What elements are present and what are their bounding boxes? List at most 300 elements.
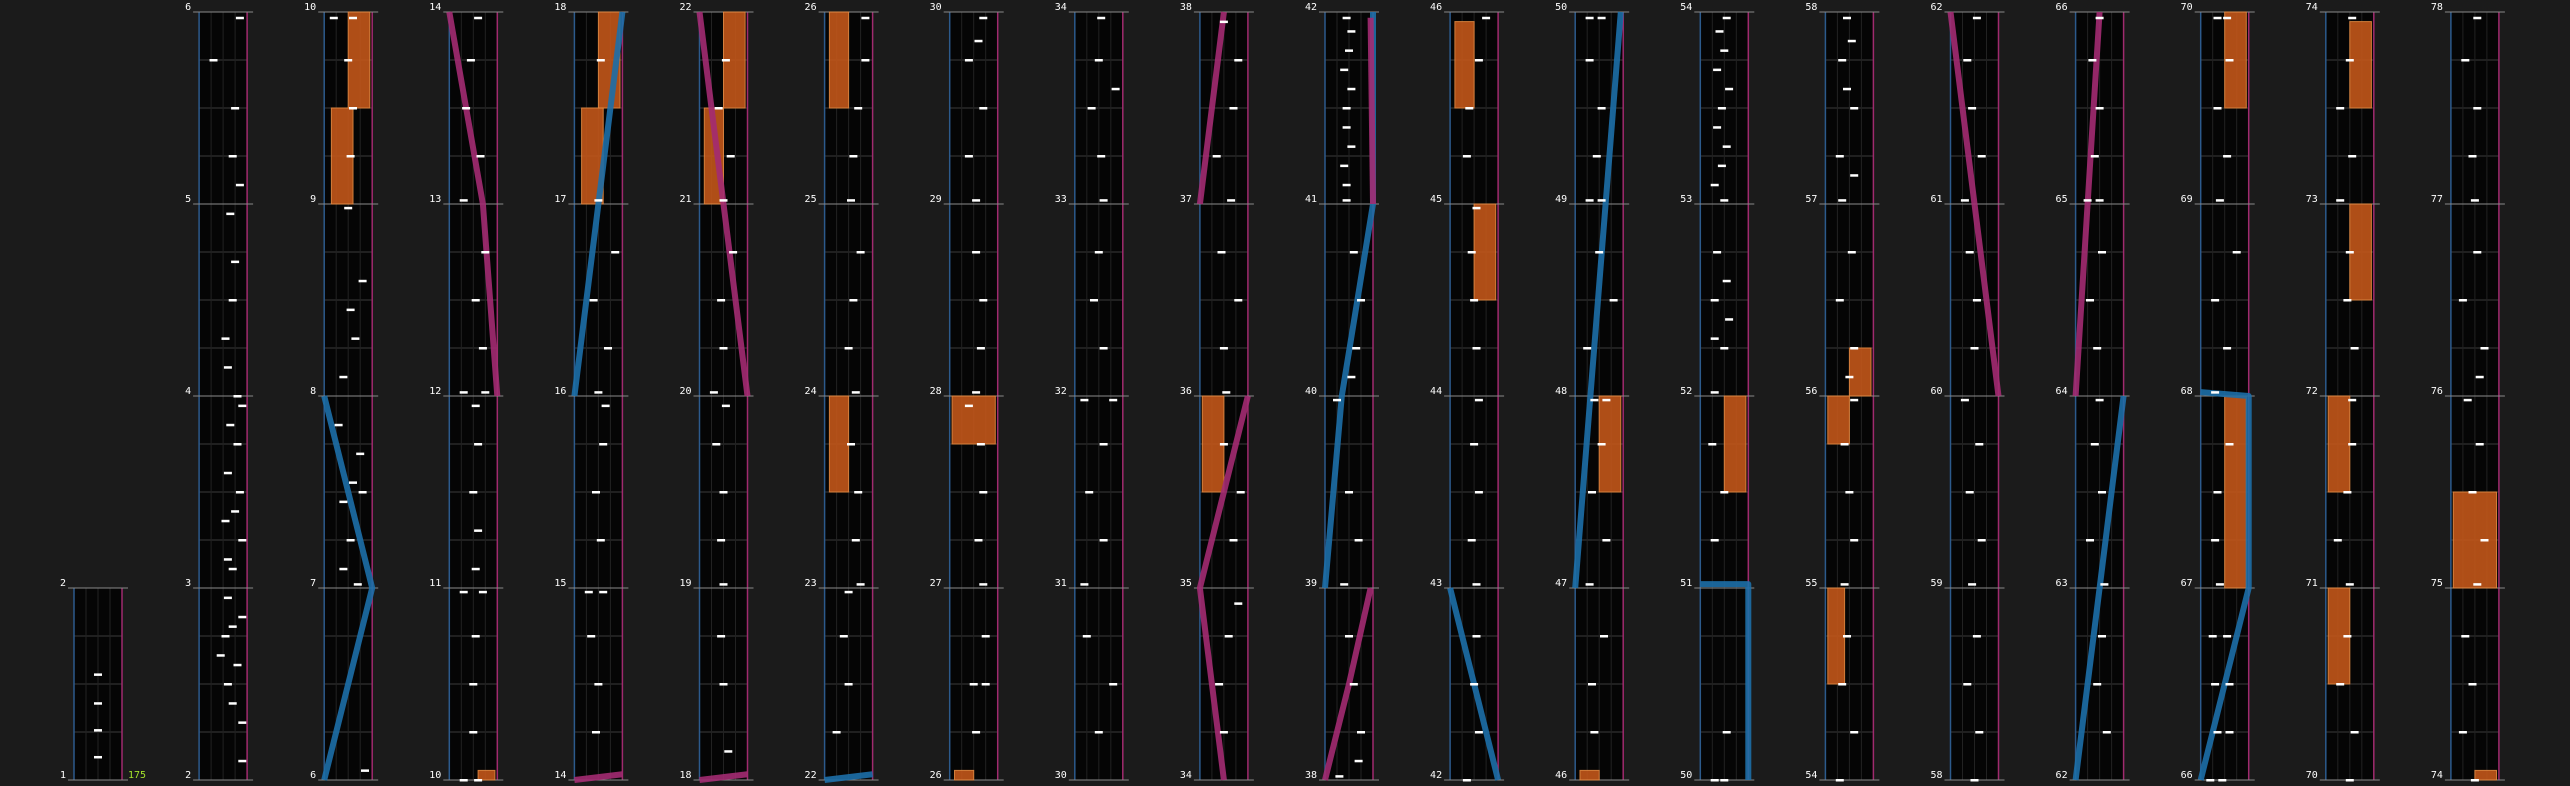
tap-note bbox=[349, 107, 357, 110]
tap-note bbox=[474, 443, 482, 446]
measure-number: 3 bbox=[185, 578, 192, 589]
tap-note bbox=[2473, 583, 2481, 586]
tap-note bbox=[1230, 107, 1238, 110]
measure-number: 61 bbox=[1930, 194, 1943, 205]
tap-note bbox=[469, 731, 477, 734]
tap-note bbox=[1588, 491, 1596, 494]
measure-number: 34 bbox=[1054, 2, 1067, 13]
measure-number: 42 bbox=[1304, 2, 1317, 13]
tap-note bbox=[1841, 583, 1849, 586]
tap-note bbox=[857, 583, 865, 586]
tap-note bbox=[852, 539, 860, 542]
tap-note bbox=[717, 299, 725, 302]
tap-note bbox=[1711, 391, 1719, 394]
tap-note bbox=[2211, 299, 2219, 302]
tap-note bbox=[845, 683, 853, 686]
tap-note bbox=[2096, 107, 2104, 110]
tap-note bbox=[979, 17, 987, 20]
measure-number: 1 bbox=[59, 770, 66, 781]
tap-note bbox=[2346, 59, 2354, 62]
tap-note bbox=[2348, 17, 2356, 20]
tap-note bbox=[469, 683, 477, 686]
measure-column-8 bbox=[930, 2, 1004, 781]
tap-note bbox=[1720, 347, 1728, 350]
tap-note bbox=[2343, 299, 2351, 302]
measure-number: 30 bbox=[929, 2, 942, 13]
tap-note bbox=[979, 299, 987, 302]
measure-number: 77 bbox=[2430, 194, 2443, 205]
tap-note bbox=[1340, 165, 1348, 168]
tap-note bbox=[1610, 299, 1618, 302]
tap-note bbox=[94, 702, 102, 705]
tap-note bbox=[472, 299, 480, 302]
tap-note bbox=[724, 750, 732, 753]
tap-note bbox=[467, 59, 475, 62]
tap-note bbox=[1841, 443, 1849, 446]
tap-note bbox=[224, 558, 232, 561]
tap-note bbox=[972, 251, 980, 254]
tap-note bbox=[1590, 731, 1598, 734]
tap-note bbox=[2348, 443, 2356, 446]
tap-note bbox=[979, 583, 987, 586]
tap-note bbox=[231, 107, 239, 110]
tap-note bbox=[2091, 155, 2099, 158]
tap-note bbox=[849, 155, 857, 158]
tap-note bbox=[1109, 399, 1117, 402]
tap-note bbox=[720, 491, 728, 494]
tap-note bbox=[1598, 107, 1606, 110]
hold-note bbox=[2350, 22, 2372, 108]
tap-note bbox=[2216, 199, 2224, 202]
tap-note bbox=[229, 625, 237, 628]
tap-note bbox=[1973, 299, 1981, 302]
measure-number: 31 bbox=[1054, 578, 1067, 589]
tap-note bbox=[1343, 126, 1351, 129]
tap-note bbox=[474, 779, 482, 782]
measure-number: 58 bbox=[1930, 770, 1943, 781]
measure-column-7 bbox=[805, 2, 879, 781]
tap-note bbox=[1711, 539, 1719, 542]
tap-note bbox=[1838, 683, 1846, 686]
tap-note bbox=[1978, 539, 1986, 542]
tap-note bbox=[2091, 443, 2099, 446]
tap-note bbox=[462, 107, 470, 110]
tap-note bbox=[1720, 199, 1728, 202]
measure-number: 4 bbox=[185, 386, 192, 397]
tap-note bbox=[1220, 443, 1228, 446]
tap-note bbox=[1473, 583, 1481, 586]
tap-note bbox=[2351, 731, 2359, 734]
tap-note bbox=[2223, 155, 2231, 158]
tap-note bbox=[460, 199, 468, 202]
tap-note bbox=[1475, 399, 1483, 402]
tap-note bbox=[2084, 199, 2092, 202]
tap-note bbox=[339, 568, 347, 571]
hold-note bbox=[1580, 770, 1599, 780]
tap-note bbox=[1720, 491, 1728, 494]
measure-number: 25 bbox=[804, 194, 817, 205]
measure-column-19 bbox=[2306, 2, 2380, 782]
measure-number: 56 bbox=[1805, 386, 1818, 397]
tap-note bbox=[1848, 251, 1856, 254]
tap-note bbox=[1220, 347, 1228, 350]
tap-note bbox=[2096, 199, 2104, 202]
tap-note bbox=[2464, 399, 2472, 402]
measure-number: 8 bbox=[310, 386, 317, 397]
measure-number: 59 bbox=[1930, 578, 1943, 589]
tap-note bbox=[590, 299, 598, 302]
tap-note bbox=[982, 683, 990, 686]
tap-note bbox=[1213, 155, 1221, 158]
tap-note bbox=[1966, 251, 1974, 254]
tap-note bbox=[1112, 88, 1120, 91]
tap-note bbox=[1340, 69, 1348, 72]
measure-number: 50 bbox=[1555, 2, 1568, 13]
tap-note bbox=[469, 491, 477, 494]
tap-note bbox=[845, 347, 853, 350]
tap-note bbox=[977, 443, 985, 446]
tap-note bbox=[1850, 347, 1858, 350]
hold-note bbox=[829, 12, 848, 108]
tap-note bbox=[1583, 347, 1591, 350]
tap-note bbox=[720, 683, 728, 686]
tap-note bbox=[592, 731, 600, 734]
tap-note bbox=[2469, 491, 2477, 494]
tap-note bbox=[94, 673, 102, 676]
tap-note bbox=[2093, 347, 2101, 350]
tap-note bbox=[1080, 583, 1088, 586]
tap-note bbox=[347, 155, 355, 158]
tap-note bbox=[1215, 683, 1223, 686]
tap-note bbox=[1100, 347, 1108, 350]
tap-note bbox=[849, 299, 857, 302]
tap-note bbox=[330, 17, 338, 20]
tap-note bbox=[1357, 299, 1365, 302]
tap-note bbox=[1350, 683, 1358, 686]
tap-note bbox=[715, 107, 723, 110]
tap-note bbox=[2098, 635, 2106, 638]
tap-note bbox=[231, 510, 239, 513]
tap-note bbox=[1586, 59, 1594, 62]
tap-note bbox=[1963, 59, 1971, 62]
tap-note bbox=[2481, 539, 2489, 542]
tap-note bbox=[238, 616, 246, 619]
tap-note bbox=[1975, 443, 1983, 446]
tap-note bbox=[1463, 779, 1471, 782]
measure-number: 74 bbox=[2305, 2, 2318, 13]
tap-note bbox=[1836, 779, 1844, 782]
tap-note bbox=[1465, 107, 1473, 110]
measure-number: 73 bbox=[2305, 194, 2318, 205]
tap-note bbox=[1836, 155, 1844, 158]
tap-note bbox=[2214, 491, 2222, 494]
tap-note bbox=[481, 251, 489, 254]
tap-note bbox=[965, 405, 973, 408]
tap-note bbox=[717, 635, 725, 638]
tap-note bbox=[1345, 635, 1353, 638]
tap-note bbox=[224, 683, 232, 686]
tap-note bbox=[2461, 635, 2469, 638]
tap-note bbox=[1090, 299, 1098, 302]
measure-number: 72 bbox=[2305, 386, 2318, 397]
tap-note bbox=[2346, 779, 2354, 782]
tap-note bbox=[2096, 399, 2104, 402]
hold-note bbox=[1849, 348, 1871, 396]
tap-note bbox=[2223, 17, 2231, 20]
tap-note bbox=[1482, 17, 1490, 20]
tap-note bbox=[479, 347, 487, 350]
tap-note bbox=[1723, 17, 1731, 20]
tap-note bbox=[1848, 40, 1856, 43]
tap-note bbox=[1600, 635, 1608, 638]
hold-note bbox=[2453, 492, 2496, 588]
tap-note bbox=[1850, 731, 1858, 734]
tap-note bbox=[1475, 59, 1483, 62]
tap-note bbox=[594, 391, 602, 394]
tap-note bbox=[712, 443, 720, 446]
tap-note bbox=[1713, 69, 1721, 72]
tap-note bbox=[847, 199, 855, 202]
tap-note bbox=[2098, 251, 2106, 254]
measure-number: 65 bbox=[2055, 194, 2068, 205]
tap-note bbox=[1961, 399, 1969, 402]
hold-note bbox=[1828, 588, 1845, 684]
slide-path bbox=[1371, 18, 1373, 204]
tap-note bbox=[2226, 59, 2234, 62]
tap-note bbox=[349, 17, 357, 20]
tap-note bbox=[236, 184, 244, 187]
tap-note bbox=[852, 391, 860, 394]
tap-note bbox=[1218, 251, 1226, 254]
tap-note bbox=[594, 199, 602, 202]
measure-column-12 bbox=[1430, 2, 1504, 782]
tap-note bbox=[1598, 199, 1606, 202]
tap-note bbox=[1971, 779, 1979, 782]
measure-number: 6 bbox=[185, 2, 192, 13]
tap-note bbox=[222, 635, 230, 638]
measure-column-14 bbox=[1680, 2, 1754, 782]
tap-note bbox=[1080, 399, 1088, 402]
tap-note bbox=[222, 337, 230, 340]
measure-column-5 bbox=[554, 2, 628, 781]
tap-note bbox=[361, 769, 369, 772]
measure-number: 54 bbox=[1680, 2, 1693, 13]
tap-note bbox=[1713, 126, 1721, 129]
tap-note bbox=[234, 443, 242, 446]
tap-note bbox=[2336, 107, 2344, 110]
tap-note bbox=[1343, 199, 1351, 202]
tap-note bbox=[2223, 635, 2231, 638]
tap-note bbox=[2476, 443, 2484, 446]
tap-note bbox=[1352, 347, 1360, 350]
tap-note bbox=[2469, 683, 2477, 686]
measure-column-10 bbox=[1180, 2, 1254, 781]
measure-number: 29 bbox=[929, 194, 942, 205]
tap-note bbox=[1843, 17, 1851, 20]
tap-note bbox=[1963, 683, 1971, 686]
tap-note bbox=[1725, 88, 1733, 91]
tap-note bbox=[1470, 299, 1478, 302]
tap-note bbox=[1602, 539, 1610, 542]
tap-note bbox=[597, 539, 605, 542]
tap-note bbox=[2459, 299, 2467, 302]
tap-note bbox=[833, 731, 841, 734]
tap-note bbox=[1343, 17, 1351, 20]
measure-number: 24 bbox=[804, 386, 817, 397]
tap-note bbox=[2469, 155, 2477, 158]
tap-note bbox=[2214, 107, 2222, 110]
tap-note bbox=[351, 337, 359, 340]
tap-note bbox=[2336, 683, 2344, 686]
measure-number: 57 bbox=[1805, 194, 1818, 205]
tap-note bbox=[972, 391, 980, 394]
hold-note bbox=[1455, 22, 1474, 108]
measure-number: 16 bbox=[554, 386, 567, 397]
tap-note bbox=[1355, 760, 1363, 763]
tap-note bbox=[460, 391, 468, 394]
tap-note bbox=[481, 391, 489, 394]
tap-note bbox=[1225, 635, 1233, 638]
tap-note bbox=[2216, 583, 2224, 586]
tap-note bbox=[840, 635, 848, 638]
tap-note bbox=[594, 683, 602, 686]
tap-note bbox=[1711, 337, 1719, 340]
tap-note bbox=[2086, 539, 2094, 542]
measure-number: 38 bbox=[1179, 2, 1192, 13]
tap-note bbox=[347, 539, 355, 542]
measure-number: 47 bbox=[1555, 578, 1568, 589]
measure-column-20 bbox=[2431, 2, 2505, 782]
tap-note bbox=[1335, 775, 1343, 778]
measure-number: 51 bbox=[1680, 578, 1693, 589]
measure-number: 18 bbox=[679, 770, 692, 781]
tap-note bbox=[592, 491, 600, 494]
tap-note bbox=[2093, 683, 2101, 686]
measure-number: 46 bbox=[1555, 770, 1568, 781]
tap-note bbox=[1968, 107, 1976, 110]
tap-note bbox=[238, 760, 246, 763]
tap-note bbox=[222, 520, 230, 523]
tap-note bbox=[1598, 443, 1606, 446]
tap-note bbox=[2206, 779, 2214, 782]
tap-note bbox=[2473, 17, 2481, 20]
tap-note bbox=[94, 756, 102, 759]
measure-number: 21 bbox=[679, 194, 692, 205]
tap-note bbox=[2343, 635, 2351, 638]
tap-note bbox=[975, 40, 983, 43]
tap-note bbox=[1468, 539, 1476, 542]
tap-note bbox=[1340, 583, 1348, 586]
measure-number: 63 bbox=[2055, 578, 2068, 589]
tap-note bbox=[2233, 251, 2241, 254]
tap-note bbox=[979, 107, 987, 110]
measure-number: 42 bbox=[1430, 770, 1443, 781]
hold-note bbox=[829, 396, 848, 492]
measure-number: 14 bbox=[429, 2, 442, 13]
tap-note bbox=[2471, 779, 2479, 782]
tap-note bbox=[2096, 17, 2104, 20]
measure-number: 13 bbox=[429, 194, 442, 205]
tap-note bbox=[226, 424, 234, 427]
tap-note bbox=[2336, 199, 2344, 202]
tap-note bbox=[224, 472, 232, 475]
tap-note bbox=[1083, 635, 1091, 638]
tap-note bbox=[1475, 491, 1483, 494]
tap-note bbox=[857, 251, 865, 254]
tap-note bbox=[1333, 399, 1341, 402]
tap-note bbox=[460, 591, 468, 594]
tap-note bbox=[1088, 107, 1096, 110]
measure-column-15 bbox=[1805, 2, 1879, 782]
tap-note bbox=[1100, 443, 1108, 446]
tap-note bbox=[236, 17, 244, 20]
tap-note bbox=[2346, 251, 2354, 254]
measure-number: 58 bbox=[1805, 2, 1818, 13]
measure-number: 18 bbox=[554, 2, 567, 13]
tap-note bbox=[2086, 299, 2094, 302]
tap-note bbox=[1723, 731, 1731, 734]
tap-note bbox=[477, 155, 485, 158]
tap-note bbox=[2218, 779, 2226, 782]
tap-note bbox=[1961, 199, 1969, 202]
tap-note bbox=[602, 405, 610, 408]
tap-note bbox=[729, 251, 737, 254]
tap-note bbox=[234, 664, 242, 667]
tap-note bbox=[1723, 280, 1731, 283]
tap-note bbox=[1222, 391, 1230, 394]
tap-note bbox=[1234, 602, 1242, 605]
tap-note bbox=[229, 299, 237, 302]
measure-number: 62 bbox=[2055, 770, 2068, 781]
tap-note bbox=[1845, 491, 1853, 494]
tap-note bbox=[229, 568, 237, 571]
tap-note bbox=[604, 347, 612, 350]
tap-note bbox=[2471, 199, 2479, 202]
measure-number: 2 bbox=[59, 578, 66, 589]
tap-note bbox=[359, 280, 367, 283]
measure-number: 26 bbox=[929, 770, 942, 781]
hold-note bbox=[1828, 396, 1850, 444]
measure-number: 2 bbox=[185, 770, 192, 781]
hold-note bbox=[952, 396, 995, 444]
measure-number: 71 bbox=[2305, 578, 2318, 589]
tap-note bbox=[1473, 347, 1481, 350]
measure-number: 69 bbox=[2180, 194, 2193, 205]
tap-note bbox=[861, 17, 869, 20]
measure-column-9 bbox=[1055, 2, 1129, 781]
tap-note bbox=[1711, 779, 1719, 782]
measure-number: 54 bbox=[1805, 770, 1818, 781]
hold-note bbox=[2225, 396, 2247, 588]
tap-note bbox=[727, 155, 735, 158]
tap-note bbox=[344, 59, 352, 62]
measure-column-16 bbox=[1930, 2, 2004, 782]
bpm-label: 175 bbox=[128, 770, 147, 781]
tap-note bbox=[854, 107, 862, 110]
tap-note bbox=[720, 199, 728, 202]
tap-note bbox=[1097, 17, 1105, 20]
tap-note bbox=[2226, 443, 2234, 446]
measure-number: 48 bbox=[1555, 386, 1568, 397]
tap-note bbox=[1345, 49, 1353, 52]
tap-note bbox=[1586, 17, 1594, 20]
tap-note bbox=[1227, 199, 1235, 202]
hold-note bbox=[2328, 396, 2350, 492]
tap-note bbox=[344, 207, 352, 210]
tap-note bbox=[599, 591, 607, 594]
measure-number: 10 bbox=[304, 2, 317, 13]
measure-number: 30 bbox=[1054, 770, 1067, 781]
